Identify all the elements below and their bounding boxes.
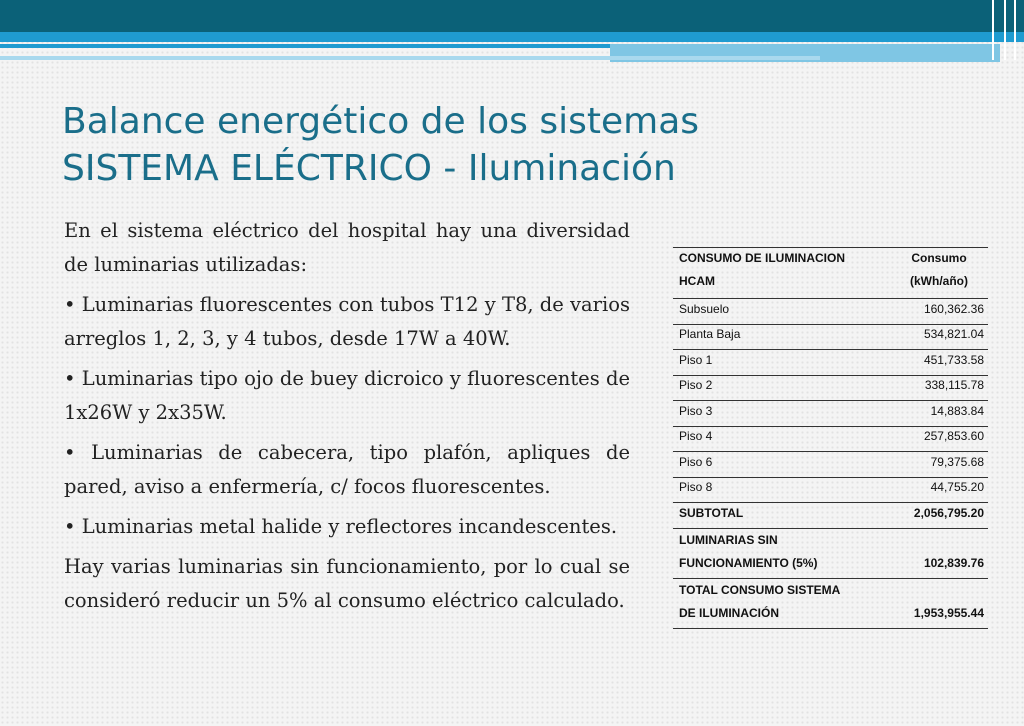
subtotal-row [673,503,988,529]
total-label-line2: DE ILUMINACIÓN [679,605,779,620]
bullet-item: • Luminarias tipo ojo de buey dicroico y fluorescentes de 1x26W y 2x35W. [64,367,630,424]
table-row [673,325,988,351]
table-row [673,427,988,453]
row-label: Piso 6 [679,454,713,469]
total-value: 1,953,955.44 [913,605,984,620]
table-header [673,248,988,299]
header-stripe [0,32,1024,42]
body-paragraph: Hay varias luminarias sin funcionamiento, por lo cual se consideró reducir un 5% al consumo eléctrico calculado. [64,555,630,612]
subtotal-value: 2,056,795.20 [913,505,984,520]
total-label-line1: TOTAL CONSUMO SISTEMA [679,582,841,597]
row-label: Planta Baja [679,327,741,341]
slide-title-line2: SISTEMA ELÉCTRICO - Iluminación [62,148,676,189]
non-functioning-row [673,529,988,579]
consumption-table [673,247,988,629]
table-row [673,350,988,376]
row-label: Piso 2 [679,378,713,392]
table-row [673,401,988,427]
table-row [673,452,988,478]
total-row [673,579,988,629]
table-row [673,299,988,325]
bullet-item: • Luminarias metal halide y reflectores incandescentes. [64,515,618,538]
bullet-item: • Luminarias de cabecera, tipo plafón, apliques de pared, aviso a enfermería, c/ focos fluorescentes. [64,441,630,498]
total-label [679,579,840,625]
table-row [673,376,988,402]
table-header-col2-line2: (kWh/año) [910,274,968,288]
slide-title [62,98,962,192]
body-paragraph: En el sistema eléctrico del hospital hay una diversidad de luminarias utilizadas: [64,219,630,276]
header-corner-decoration-secondary [1006,0,1016,60]
row-value: 451,733.58 [923,352,984,367]
table-header-col1-line2: HCAM [679,274,715,288]
table-header-col2-line1: Consumo [911,251,967,265]
row-label: Piso 1 [679,352,713,367]
header-band [0,0,1024,32]
table-header-col1-line1: CONSUMO DE ILUMINACION [679,251,845,265]
table-header-col2 [894,247,984,293]
row-value: 338,115.78 [924,378,984,392]
table-row [673,478,988,504]
bullet-item: • Luminarias fluorescentes con tubos T12 y T8, de varios arreglos 1, 2, 3, y 4 tubos, desde 17W a 40W. [64,293,630,350]
row-value: 534,821.04 [923,327,984,341]
table-header-col1 [679,247,845,293]
header-thin-stripe [0,44,610,48]
non-functioning-label-line2: FUNCIONAMIENTO (5%) [679,555,818,570]
subtotal-label: SUBTOTAL [679,505,744,520]
row-value: 79,375.68 [930,454,984,469]
row-value: 257,853.60 [923,429,984,443]
non-functioning-label-line1: LUMINARIAS SIN [679,532,778,547]
row-label: Piso 3 [679,403,713,418]
row-value: 14,883.84 [930,403,984,418]
row-value: 160,362.36 [923,301,984,316]
body-text [64,214,630,624]
row-label: Piso 4 [679,429,713,443]
header-light-stripe-secondary [0,56,820,60]
row-label: Subsuelo [679,301,730,316]
header-corner-decoration [992,0,1006,60]
slide-title-line1: Balance energético de los sistemas [62,101,700,142]
row-label: Piso 8 [679,480,713,494]
row-value: 44,755.20 [930,480,984,494]
non-functioning-label [679,529,817,575]
non-functioning-value: 102,839.76 [923,555,984,570]
